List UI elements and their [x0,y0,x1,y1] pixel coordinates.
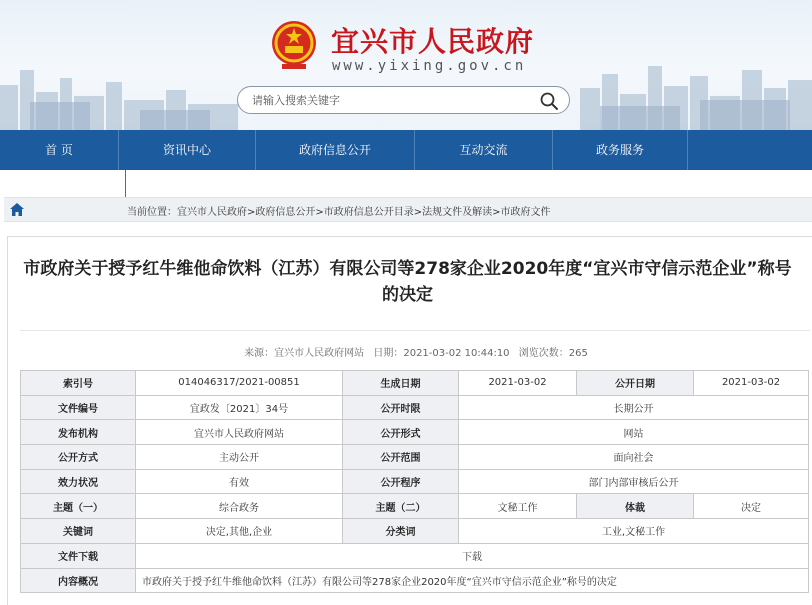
table-row [21,543,809,568]
home-icon[interactable] [10,203,24,216]
keywords-label: 关键词 [21,519,136,544]
document-info-table [20,370,809,593]
category-value: 工业,文秘工作 [459,519,809,544]
gen-date-value: 2021-03-02 [459,371,577,396]
genre-label: 体裁 [577,494,694,519]
title-divider [20,330,810,331]
keywords-value: 决定,其他,企业 [136,519,343,544]
pub-date-label: 公开日期 [577,371,694,396]
nav-item-interaction[interactable]: 互动交流 [459,143,508,157]
summary-label: 内容概况 [21,568,136,593]
nav-item-gov-info[interactable]: 政府信息公开 [298,143,371,157]
article-title: 市政府关于授予红牛维他命饮料（江苏）有限公司等278家企业2020年度“宜兴市守信示范企业”称号的决定 [23,259,792,305]
pub-date-value: 2021-03-02 [694,371,809,396]
org-value: 宜兴市人民政府网站 [136,420,343,445]
topic2-value: 文秘工作 [459,494,577,519]
national-emblem-icon [268,18,320,72]
index-label: 索引号 [21,371,136,396]
search-input[interactable] [252,91,532,110]
pub-form-value: 网站 [459,420,809,445]
table-row [21,445,809,470]
table-row [21,469,809,494]
pub-proc-value: 部门内部审核后公开 [459,469,809,494]
summary-value: 市政府关于授予红牛维他命饮料（江苏）有限公司等278家企业2020年度“宜兴市守信示范企业”称号的决定 [136,568,809,593]
doc-no-label: 文件编号 [21,395,136,420]
table-row [21,568,809,593]
genre-value: 决定 [694,494,809,519]
validity-value: 有效 [136,469,343,494]
pub-form-label: 公开形式 [343,420,459,445]
download-cell [136,543,809,568]
pub-period-value: 长期公开 [459,395,809,420]
breadcrumb-path[interactable]: 当前位置：宜兴市人民政府>政府信息公开>市政府信息公开目录>法规文件及解读>市政府文件 [127,207,551,218]
table-row [21,519,809,544]
index-value: 014046317/2021-00851 [136,371,343,396]
pub-method-value: 主动公开 [136,445,343,470]
article-views: 浏览次数：265 [518,348,588,359]
nav-item-services[interactable]: 政务服务 [595,143,644,157]
article-meta [20,344,812,359]
category-label: 分类词 [343,519,459,544]
topic1-value: 综合政务 [136,494,343,519]
topic2-label: 主题（二） [343,494,459,519]
pub-period-label: 公开时限 [343,395,459,420]
download-link[interactable]: 下载 [462,552,482,564]
article-source: 来源：宜兴市人民政府网站 [244,348,365,359]
main-nav [0,130,812,170]
site-url: www.yixing.gov.cn [332,58,527,74]
pub-proc-label: 公开程序 [343,469,459,494]
nav-item-news[interactable]: 资讯中心 [162,143,211,157]
gen-date-label: 生成日期 [343,371,459,396]
article-date: 日期：2021-03-02 10:44:10 [373,348,510,359]
topic1-label: 主题（一） [21,494,136,519]
nav-divider [687,130,688,170]
pub-scope-value: 面向社会 [459,445,809,470]
validity-label: 效力状况 [21,469,136,494]
pub-scope-label: 公开范围 [343,445,459,470]
pub-method-label: 公开方式 [21,445,136,470]
table-row [21,494,809,519]
search-box [237,86,570,114]
nav-item-home[interactable]: 首 页 [45,143,73,157]
site-title: 宜兴市人民政府 [331,25,535,58]
search-icon[interactable] [539,91,559,111]
table-row [21,420,809,445]
org-label: 发布机构 [21,420,136,445]
table-row [21,371,809,396]
doc-no-value: 宜政发〔2021〕34号 [136,395,343,420]
breadcrumb [4,197,812,222]
download-label: 文件下载 [21,543,136,568]
table-row [21,395,809,420]
site-header [0,0,812,130]
